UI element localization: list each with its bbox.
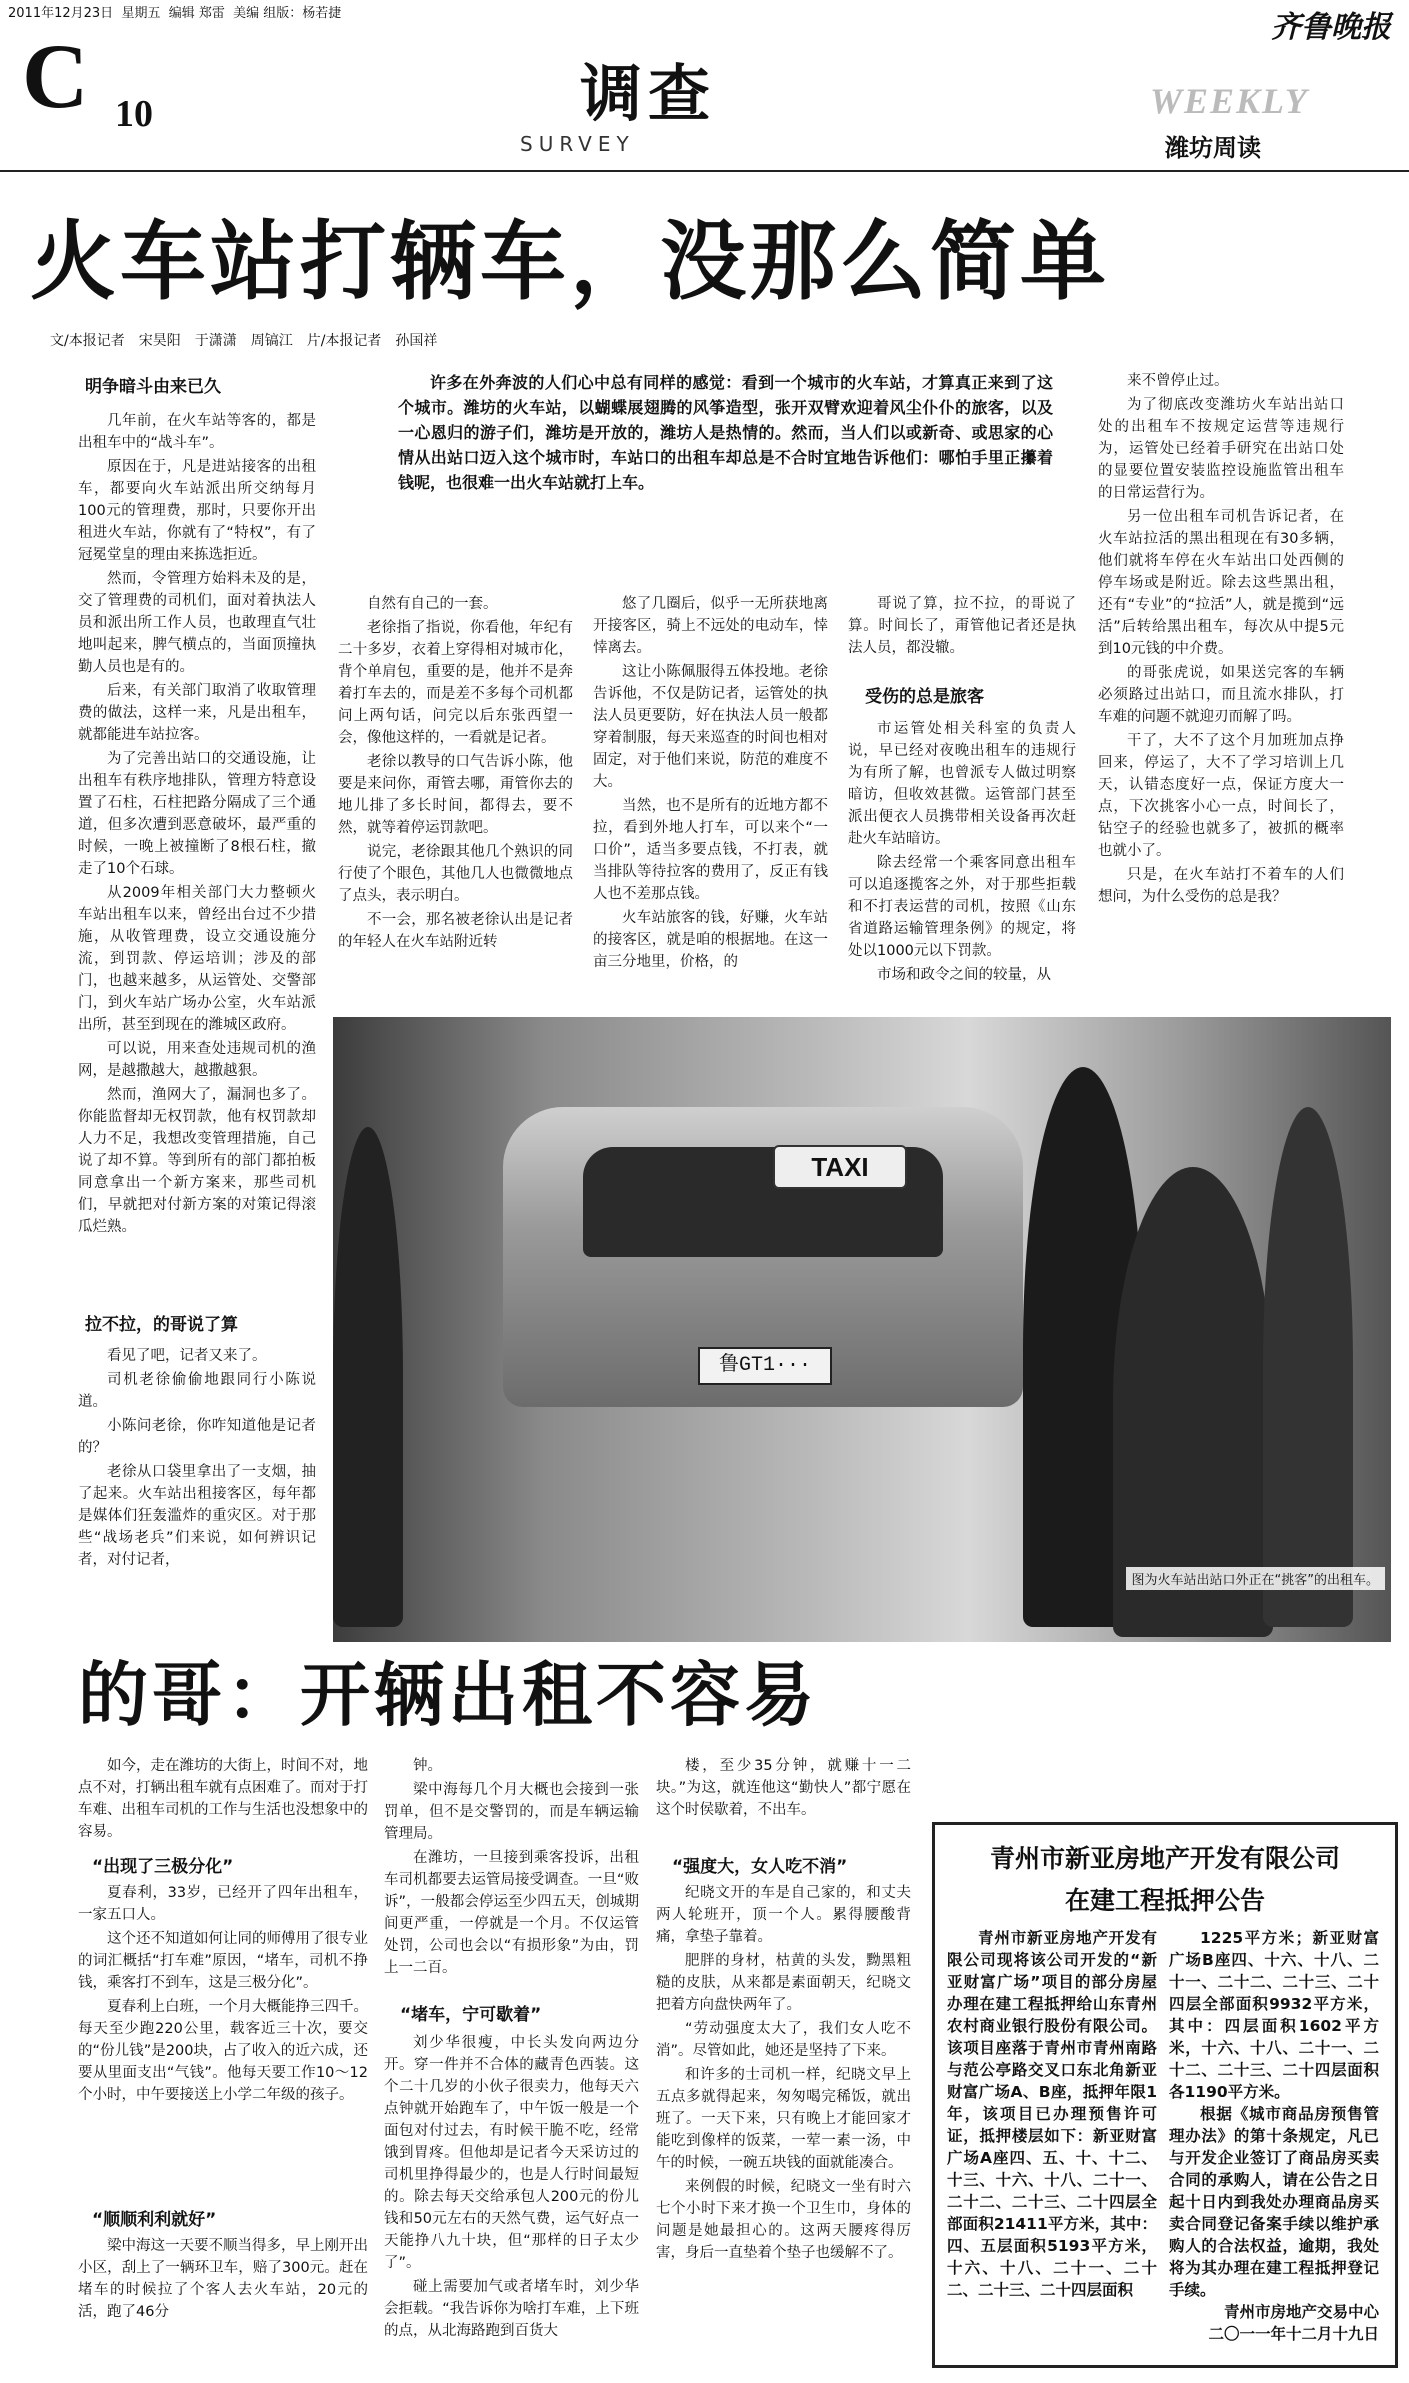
para: 说完，老徐跟其他几个熟识的同行使了个眼色，其他几人也微微地点了点头，表示明白。	[338, 844, 573, 904]
taxi-sign: TAXI	[773, 1145, 907, 1189]
para: 钟。	[413, 1758, 442, 1774]
masthead-logo: 齐鲁晚报	[1271, 10, 1391, 45]
notice-date: 二〇一一年十二月十九日	[1208, 2325, 1379, 2343]
para: 从2009年相关部门大力整顿火车站出租车以来，曾经出台过不少措施，从收管理费，设立交通设施分流，到罚款、停运培训；涉及的部门，也越来越多，从运管处、交警部门，到火车站广场办公室，火车站派出所，甚至到现在的潍城区政府。	[78, 885, 316, 1033]
notice-signature: 青州市房地产交易中心	[1223, 2303, 1379, 2321]
para: 哥说了算，拉不拉，的哥说了算。时间长了，甭管他记者还是执法人员，都没辙。	[848, 596, 1076, 656]
intro-text: 许多在外奔波的人们心中总有同样的感觉：看到一个城市的火车站，才算真正来到了这个城市。潍坊的火车站，以蝴蝶展翅腾的风筝造型，张开双臂欢迎着风尘仆仆的旅客，以及一心恩归的游子们，潍坊是开放的，潍坊人是热情的。然而，当人们以或新奇、或思家的心情从出站口迈入这个城市时，车站口的出租车却总是不合时宜地告诉他们：哪怕手里正攥着钱呢，也很难一出火车站就打上车。	[398, 373, 1053, 492]
col1b	[78, 1345, 316, 1573]
col3	[593, 593, 828, 975]
notice-title-company: 青州市新亚房地产开发有限公司	[989, 1844, 1340, 1873]
para: 可以说，用来查处违规司机的渔网，是越撒越大，越撒越狠。	[78, 1041, 316, 1079]
para: 火车站旅客的钱，好赚，火车站的接客区，就是咱的根据地。在这一亩三分地里，价格，的	[593, 910, 828, 970]
subhead-b: “顺顺利利就好”	[92, 2210, 217, 2230]
notice-para: 根据《城市商品房预售管理办法》的第十条规定，凡已与开发企业签订了商品房买卖合同的承购人，请在公告之日起十日内到我处办理商品房买卖合同登记备案手续以维护承购人的合法权益，逾期，我处将为其办理在建工程抵押登记手续。	[1169, 2105, 1379, 2299]
para: 另一位出租车司机告诉记者，在火车站拉活的黑出租现在有30多辆，他们就将车停在火车站出口处西侧的停车场或是附近。除去这些黑出租，还有“专业”的“拉活”人，就是揽到“远活”后转给黑出租车，每次从中提5元到10元钱的中介费。	[1098, 509, 1344, 657]
weekly-cn: 潍坊周读	[1165, 134, 1261, 162]
para: 小陈问老徐，你咋知道他是记者的？	[78, 1418, 316, 1456]
b1c	[78, 2235, 368, 2325]
notice-col-right	[1169, 1927, 1379, 2345]
subhead-s2: 拉不拉，的哥说了算	[85, 1315, 238, 1335]
second-headline: 的哥：开辆出租不容易	[78, 1654, 818, 1736]
para: 来不曾停止过。	[1127, 373, 1229, 389]
taxi-photo	[333, 1017, 1391, 1642]
para: 为了完善出站口的交通设施，让出租车有秩序地排队，管理方特意设置了石柱，石柱把路分隔成了三个通道，但多次遭到恶意破坏，最严重的时候，一晚上被撞断了8根石柱，撤走了10个石球。	[78, 751, 316, 877]
para: 这让小陈佩服得五体投地。老徐告诉他，不仅是防记者，运管处的执法人员更要防，好在执法人员一般都穿着制服，每天来巡查的时间也相对固定，对于他们来说，防范的难度不大。	[593, 664, 828, 790]
para: 梁中海每几个月大概也会接到一张罚单，但不是交警罚的，而是车辆运输管理局。	[384, 1782, 639, 1842]
b1b	[78, 1882, 368, 2108]
col4	[848, 593, 1076, 661]
license-plate: 鲁GT1···	[698, 1347, 832, 1385]
para: 的哥张虎说，如果送完客的车辆必须路过出站口，而且流水排队，打车难的问题不就迎刃而解了吗。	[1098, 665, 1344, 725]
para: 梁中海这一天要不顺当得多，早上刚开出小区，刮上了一辆环卫车，赔了300元。赶在堵车的时候拉了个客人去火车站，20元的活，跑了46分	[78, 2238, 368, 2320]
subhead-s1: 明争暗斗由来已久	[85, 377, 221, 397]
b1	[78, 1755, 368, 1845]
para: 夏春利，33岁，已经开了四年出租车，一家五口人。	[78, 1885, 368, 1923]
para: 当然，也不是所有的近地方都不拉，看到外地人打车，可以来个“一口价”，适当多要点钱，不打表，就当排队等待拉客的费用了，反正有钱人也不差那点钱。	[593, 798, 828, 902]
para: 如今，走在潍坊的大街上，时间不对，地点不对，打辆出租车就有点困难了。而对于打车难、出租车司机的工作与生活也没想象中的容易。	[78, 1758, 368, 1840]
col1	[78, 410, 316, 1240]
b2	[384, 1755, 639, 1981]
b2b	[384, 2032, 639, 2344]
para: 看见了吧，记者又来了。	[107, 1348, 267, 1364]
b3b	[656, 1882, 911, 2266]
para: “劳动强度太大了，我们女人吃不消”。尽管如此，她还是坚持了下来。	[656, 2021, 911, 2059]
para: 干了，大不了这个月加班加点挣回来，停运了，大不了学习培训上几天，认错态度好一点，保证方度大一点，下次挑客小心一点，时间长了，钻空子的经验也就多了，被抓的概率也就小了。	[1098, 733, 1344, 859]
header-date: 2011年12月23日	[8, 6, 114, 21]
col4b	[848, 718, 1076, 988]
subhead-s3: 受伤的总是旅客	[865, 687, 984, 707]
notice-title-type: 在建工程抵押公告	[1064, 1886, 1265, 1915]
notice-para: 1225平方米；新亚财富广场B座四、十六、十八、二十一、二十二、二十三、二十四层全部面积9932平方米，其中：四层面积1602平方米，十六、十八、二十一、二十二、二十三、二十四层面积各1190平方米。	[1169, 1929, 1379, 2101]
main-headline: 火车站打辆车，没那么简单	[30, 212, 1110, 312]
photo-person-3	[1263, 1107, 1353, 1627]
photo-caption: 图为火车站出站口外正在“挑客”的出租车。	[1126, 1567, 1385, 1590]
para: 和许多的士司机一样，纪晓文早上五点多就得起来，匆匆喝完稀饭，就出班了。一天下来，只有晚上才能回家才能吃到像样的饭菜，一荤一素一汤，中午的时候，一碗五块钱的面就能凑合。	[656, 2067, 911, 2171]
header-editor: 编辑 郑雷	[168, 6, 225, 21]
para: 除去经常一个乘客同意出租车可以追逐揽客之外，对于那些拒载和不打表运营的司机，按照《山东省道路运输管理条例》的规定，将处以1000元以下罚款。	[848, 855, 1076, 959]
header-date-line	[8, 6, 341, 22]
para: 纪晓文开的车是自己家的，和丈夫两人轮班开，顶一个人。累得腰酸背痛，拿垫子靠着。	[656, 1885, 911, 1945]
para: 市场和政令之间的较量，从	[877, 967, 1051, 983]
notice-box	[932, 1822, 1398, 2368]
page-number: 10	[115, 93, 153, 135]
para: 只是，在火车站打不着车的人们想问，为什么受伤的总是我？	[1098, 867, 1344, 905]
para: 肥胖的身材，枯黄的头发，黝黑粗糙的皮肤，从来都是素面朝天，纪晓文把着方向盘快两年了。	[656, 1953, 911, 2013]
weekly-logo: WEEKLY	[1150, 81, 1309, 121]
subhead-a: “出现了三极分化”	[92, 1857, 234, 1877]
b3	[656, 1755, 911, 1823]
para: 老徐指了指说，你看他，年纪有二十多岁，衣着上穿得相对城市化，背个单肩包，重要的是，他并不是奔着打车去的，而是差不多每个司机都问上两句话，问完以后东张西望一会，像他这样的，一看就是记者。	[338, 620, 573, 746]
para: 来例假的时候，纪晓文一坐有时六七个小时下来才换一个卫生巾，身体的问题是她最担心的。这两天腰疼得厉害，身后一直垫着个垫子也缓解不了。	[656, 2179, 911, 2261]
para: 在潍坊，一旦接到乘客投诉，出租车司机都要去运管局接受调查。一旦“败诉”，一般都会停运至少四五天，创城期间更严重，一停就是一个月。不仅运管处罚，公司也会以“有损形象”为由，罚上一二百。	[384, 1850, 639, 1976]
para: 原因在于，凡是进站接客的出租车，都要向火车站派出所交纳每月100元的管理费，那时，只要你开出租进火车站，你就有了“特权”，有了冠冕堂皇的理由来拣选拒近。	[78, 459, 316, 563]
para: 后来，有关部门取消了收取管理费的做法，这样一来，凡是出租车，就都能进车站拉客。	[78, 683, 316, 743]
para: 几年前，在火车站等客的，都是出租车中的“战斗车”。	[78, 413, 316, 451]
section-subtitle: SURVEY	[520, 132, 635, 156]
header-rule	[0, 170, 1409, 172]
header-weekday: 星期五	[121, 6, 161, 21]
para: 这个还不知道如何让同的师傅用了很专业的词汇概括“打车难”原因，“堵车，司机不挣钱，乘客打不到车，这是三极分化”。	[78, 1931, 368, 1991]
subhead-c: “堵车，宁可歇着”	[400, 2005, 542, 2025]
page-letter: C	[22, 25, 87, 127]
para: 市运管处相关科室的负责人说，早已经对夜晚出租车的违规行为有所了解，也曾派专人做过明察暗访，但收效甚微。运管部门甚至派出便衣人员携带相关设备再次赶赴火车站暗访。	[848, 721, 1076, 847]
notice-para: 青州市新亚房地产开发有限公司现将该公司开发的“新亚财富广场”项目的部分房屋办理在建工程抵押给山东青州农村商业银行股份有限公司。该项目座落于青州市青州南路与范公亭路交叉口东北角新亚财富广场A、B座，抵押年限1年，该项目已办理预售许可证，抵押楼层如下：新亚财富广场A座四、五、十、十二、十三、十六、十八、二十一、二十二、二十三、二十四层全部面积21411平方米，其中：四、五层面积5193平方米，十六、十八、二十一、二十二、二十三、二十四层面积	[947, 1929, 1157, 2299]
photo-taxi	[503, 1107, 1023, 1407]
para: 然而，令管理方始料未及的是，交了管理费的司机们，面对着执法人员和派出所工作人员，也敢理直气壮地叫起来，脾气横点的，当面顶撞执勤人员也是有的。	[78, 571, 316, 675]
para: 悠了几圈后，似乎一无所获地离开接客区，骑上不远处的电动车，悻悻离去。	[593, 596, 828, 656]
para: 刘少华很瘦，中长头发向两边分开。穿一件并不合体的藏青色西装。这个二十几岁的小伙子很卖力，他每天六点钟就开始跑车了，中午饭一般是一个面包对付过去，有时候干脆不吃，经常饿到胃疼。但他却是记者今天采访过的司机里挣得最少的，也是人行时间最短的。除去每天交给承包人200元的份儿钱和50元左右的天然气费，运气好点一天能挣八九十块，但“那样的日子太少了”。	[384, 2035, 639, 2271]
para: 老徐以教导的口气告诉小陈，他要是来问你，甭管去哪，甭管你去的地儿排了多长时间，都得去，要不然，就等着停运罚款吧。	[338, 754, 573, 836]
byline: 文/本报记者 宋昊阳 于潇潇 周镐江 片/本报记者 孙国祥	[50, 333, 438, 349]
notice-col-left	[947, 1927, 1157, 2345]
para: 楼，至少35分钟，就赚十一二块。”为这，就连他这“勤快人”都宁愿在这个时侯歇着，不出车。	[656, 1758, 911, 1818]
section-title: 调查	[580, 57, 717, 130]
col2	[338, 593, 573, 955]
para: 碰上需要加气或者堵车时，刘少华会拒载。“我告诉你为啥打车难，上下班的点，从北海路跑到百货大	[384, 2279, 639, 2339]
col5	[1098, 370, 1344, 910]
para: 然而，渔网大了，漏洞也多了。你能监督却无权罚款，他有权罚款却人力不足，我想改变管理措施，自己说了却不算。等到所有的部门都拍板同意拿出一个新方案来，那些司机们，早就把对付新方案的对策记得滚瓜烂熟。	[78, 1087, 316, 1235]
para: 不一会，那名被老徐认出是记者的年轻人在火车站附近转	[338, 912, 573, 950]
subhead-d: “强度大，女人吃不消”	[672, 1857, 848, 1877]
para: 为了彻底改变潍坊火车站出站口处的出租车不按规定运营等违规行为，运管处已经着手研究在出站口处的显要位置安装监控设施监管出租车的日常运营行为。	[1098, 397, 1344, 501]
para: 夏春利上白班，一个月大概能挣三四千。每天至少跑220公里，载客近三十次，要交的“份儿钱”是200块，占了收入的近六成，还要从里面支出“气钱”。他每天要工作10～12个小时，中午要接送上小学二年级的孩子。	[78, 1999, 368, 2103]
para: 老徐从口袋里拿出了一支烟，抽了起来。火车站出租接客区，每年都是媒体们狂轰滥炸的重灾区。对于那些“战场老兵”们来说，如何辨识记者，对付记者，	[78, 1464, 316, 1568]
para: 自然有自己的一套。	[367, 596, 498, 612]
photo-person-left	[333, 1127, 403, 1627]
header-artist: 美编 组版：杨若捷	[233, 6, 342, 21]
para: 司机老徐偷偷地跟同行小陈说道。	[78, 1372, 316, 1410]
